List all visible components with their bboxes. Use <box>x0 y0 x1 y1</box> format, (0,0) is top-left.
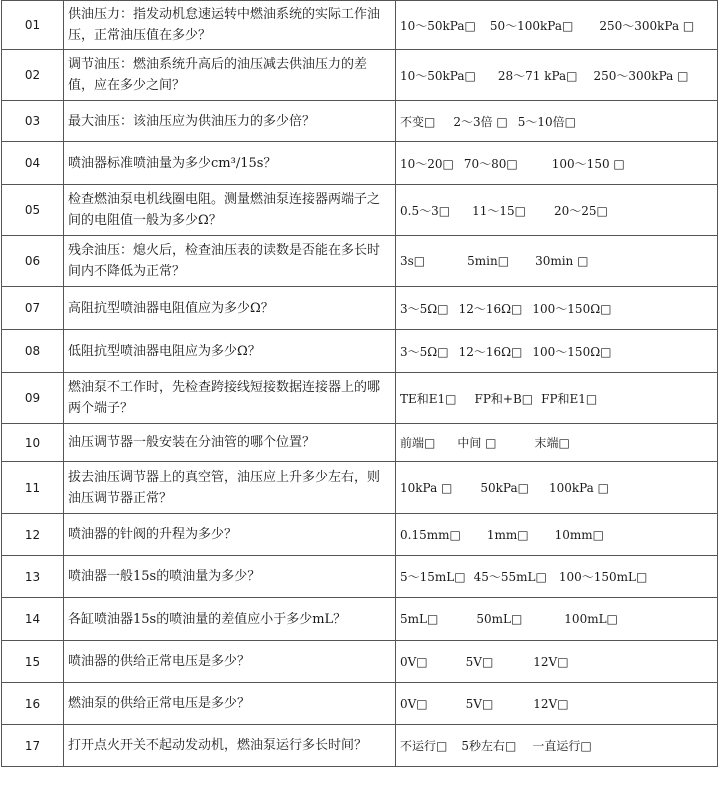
option-checkbox[interactable]: 250～300kPa □ <box>593 68 689 83</box>
table-row <box>2 683 718 725</box>
question-text: 油压调节器一般安装在分油管的哪个位置？ <box>64 424 396 462</box>
table-row <box>2 185 718 236</box>
table-row <box>2 101 718 142</box>
row-number: 09 <box>2 373 64 424</box>
question-text: 调节油压：燃油系统升高后的油压减去供油压力的差值，应在多少之间？ <box>64 50 396 101</box>
question-text: 最大油压：该油压应为供油压力的多少倍？ <box>64 101 396 142</box>
option-checkbox[interactable]: 5V□ <box>465 696 494 711</box>
answer-options <box>396 424 718 462</box>
option-checkbox[interactable]: 100mL□ <box>564 612 618 626</box>
table-row <box>2 556 718 598</box>
answer-options <box>396 683 718 725</box>
table-row <box>2 598 718 641</box>
option-checkbox[interactable]: 100～150mL□ <box>558 570 648 584</box>
option-checkbox[interactable]: 50mL□ <box>476 612 523 626</box>
option-checkbox[interactable]: 12～16Ω□ <box>458 301 523 316</box>
table-row <box>2 641 718 683</box>
question-text: 供油压力：指发动机怠速运转中燃油系统的实际工作油压，正常油压值在多少？ <box>64 1 396 50</box>
answer-options <box>396 373 718 424</box>
table-row <box>2 373 718 424</box>
table-row <box>2 462 718 514</box>
option-checkbox[interactable]: 2～3倍 □ <box>453 114 508 129</box>
question-text: 各缸喷油器15s的喷油量的差值应小于多少mL？ <box>64 598 396 641</box>
answer-options <box>396 1 718 50</box>
option-checkbox[interactable]: 中间 □ <box>457 436 497 450</box>
option-checkbox[interactable]: 250～300kPa □ <box>599 18 695 33</box>
table-row <box>2 330 718 373</box>
option-checkbox[interactable]: 12～16Ω□ <box>458 344 523 359</box>
option-checkbox[interactable]: 10mm□ <box>554 527 604 542</box>
question-text: 拔去油压调节器上的真空管，油压应上升多少左右，则油压调节器正常？ <box>64 462 396 514</box>
table-row <box>2 236 718 287</box>
option-checkbox[interactable]: 100～150 □ <box>551 156 625 171</box>
option-checkbox[interactable]: 3～5Ω□ <box>400 301 449 316</box>
answer-options <box>396 236 718 287</box>
answer-options <box>396 725 718 767</box>
option-checkbox[interactable]: 3～5Ω□ <box>400 344 449 359</box>
option-checkbox[interactable]: 前端□ <box>400 436 436 450</box>
answer-options <box>396 598 718 641</box>
option-checkbox[interactable]: 0.5～3□ <box>400 203 451 218</box>
row-number: 08 <box>2 330 64 373</box>
option-checkbox[interactable]: 100～150Ω□ <box>532 344 612 359</box>
answer-options <box>396 142 718 185</box>
question-text: 高阻抗型喷油器电阻值应为多少Ω？ <box>64 287 396 330</box>
row-number: 12 <box>2 514 64 556</box>
question-text: 喷油器的供给正常电压是多少？ <box>64 641 396 683</box>
option-checkbox[interactable]: 50～100kPa□ <box>489 18 574 33</box>
question-text: 残余油压：熄火后，检查油压表的读数是否能在多长时间内不降低为正常？ <box>64 236 396 287</box>
option-checkbox[interactable]: 100～150Ω□ <box>532 301 612 316</box>
table-row <box>2 725 718 767</box>
option-checkbox[interactable]: 10～50kPa□ <box>400 68 476 83</box>
question-text: 喷油器标准喷油量为多少cm³/15s？ <box>64 142 396 185</box>
table-row <box>2 424 718 462</box>
answer-options <box>396 641 718 683</box>
answer-options <box>396 50 718 101</box>
question-text: 检查燃油泵电机线圈电阻。测量燃油泵连接器两端子之间的电阻值一般为多少Ω？ <box>64 185 396 236</box>
option-checkbox[interactable]: 5mL□ <box>400 612 439 626</box>
option-checkbox[interactable]: 5min□ <box>467 254 510 268</box>
question-text: 打开点火开关不起动发动机，燃油泵运行多长时间？ <box>64 725 396 767</box>
option-checkbox[interactable]: 10～50kPa□ <box>400 18 476 33</box>
answer-options <box>396 185 718 236</box>
option-checkbox[interactable]: FP和+B□ <box>474 391 534 406</box>
option-checkbox[interactable]: 20～25□ <box>553 203 608 218</box>
answer-options <box>396 514 718 556</box>
answer-options <box>396 101 718 142</box>
option-checkbox[interactable]: 12V□ <box>533 696 569 711</box>
answer-options <box>396 462 718 514</box>
question-text: 低阻抗型喷油器电阻应为多少Ω？ <box>64 330 396 373</box>
question-text: 燃油泵的供给正常电压是多少？ <box>64 683 396 725</box>
row-number: 10 <box>2 424 64 462</box>
answer-options <box>396 287 718 330</box>
table-row <box>2 287 718 330</box>
option-checkbox[interactable]: 30min □ <box>535 254 589 268</box>
row-number: 13 <box>2 556 64 598</box>
row-number: 07 <box>2 287 64 330</box>
option-checkbox[interactable]: 0V□ <box>400 654 428 669</box>
option-checkbox[interactable]: FP和E1□ <box>541 391 598 406</box>
answer-options <box>396 556 718 598</box>
question-text: 燃油泵不工作时，先检查跨接线短接数据连接器上的哪两个端子？ <box>64 373 396 424</box>
option-checkbox[interactable]: 12V□ <box>533 654 569 669</box>
option-checkbox[interactable]: 100kPa □ <box>548 480 609 495</box>
row-number: 01 <box>2 1 64 50</box>
question-text: 喷油器一般15s的喷油量为多少？ <box>64 556 396 598</box>
option-checkbox[interactable]: 不变□ <box>400 114 436 129</box>
option-checkbox[interactable]: 5秒左右□ <box>461 739 517 753</box>
option-checkbox[interactable]: 10～20□ <box>400 156 454 171</box>
option-checkbox[interactable]: 28～71 kPa□ <box>497 68 578 83</box>
row-number: 15 <box>2 641 64 683</box>
option-checkbox[interactable]: 50kPa□ <box>480 480 529 495</box>
option-checkbox[interactable]: 3s□ <box>400 254 426 268</box>
row-number: 11 <box>2 462 64 514</box>
row-number: 03 <box>2 101 64 142</box>
table-row <box>2 1 718 50</box>
option-checkbox[interactable]: 0.15mm□ <box>400 527 461 542</box>
option-checkbox[interactable]: 5～15mL□ <box>400 570 466 584</box>
row-number: 14 <box>2 598 64 641</box>
quiz-table <box>1 0 718 767</box>
option-checkbox[interactable]: TE和E1□ <box>400 391 457 406</box>
table-row <box>2 142 718 185</box>
row-number: 16 <box>2 683 64 725</box>
option-checkbox[interactable]: 0V□ <box>400 696 428 711</box>
option-checkbox[interactable]: 10kPa □ <box>400 480 453 495</box>
option-checkbox[interactable]: 45～55mL□ <box>473 570 547 584</box>
option-checkbox[interactable]: 11～15□ <box>472 203 526 218</box>
option-checkbox[interactable]: 5～10倍□ <box>517 114 577 129</box>
row-number: 04 <box>2 142 64 185</box>
option-checkbox[interactable]: 5V□ <box>465 654 494 669</box>
option-checkbox[interactable]: 70～80□ <box>463 156 518 171</box>
option-checkbox[interactable]: 末端□ <box>534 436 570 450</box>
question-text: 喷油器的针阀的升程为多少？ <box>64 514 396 556</box>
answer-options <box>396 330 718 373</box>
row-number: 02 <box>2 50 64 101</box>
row-number: 05 <box>2 185 64 236</box>
option-checkbox[interactable]: 不运行□ <box>400 739 448 753</box>
table-row <box>2 514 718 556</box>
option-checkbox[interactable]: 1mm□ <box>486 527 529 542</box>
row-number: 17 <box>2 725 64 767</box>
row-number: 06 <box>2 236 64 287</box>
option-checkbox[interactable]: 一直运行□ <box>532 739 592 753</box>
table-row <box>2 50 718 101</box>
